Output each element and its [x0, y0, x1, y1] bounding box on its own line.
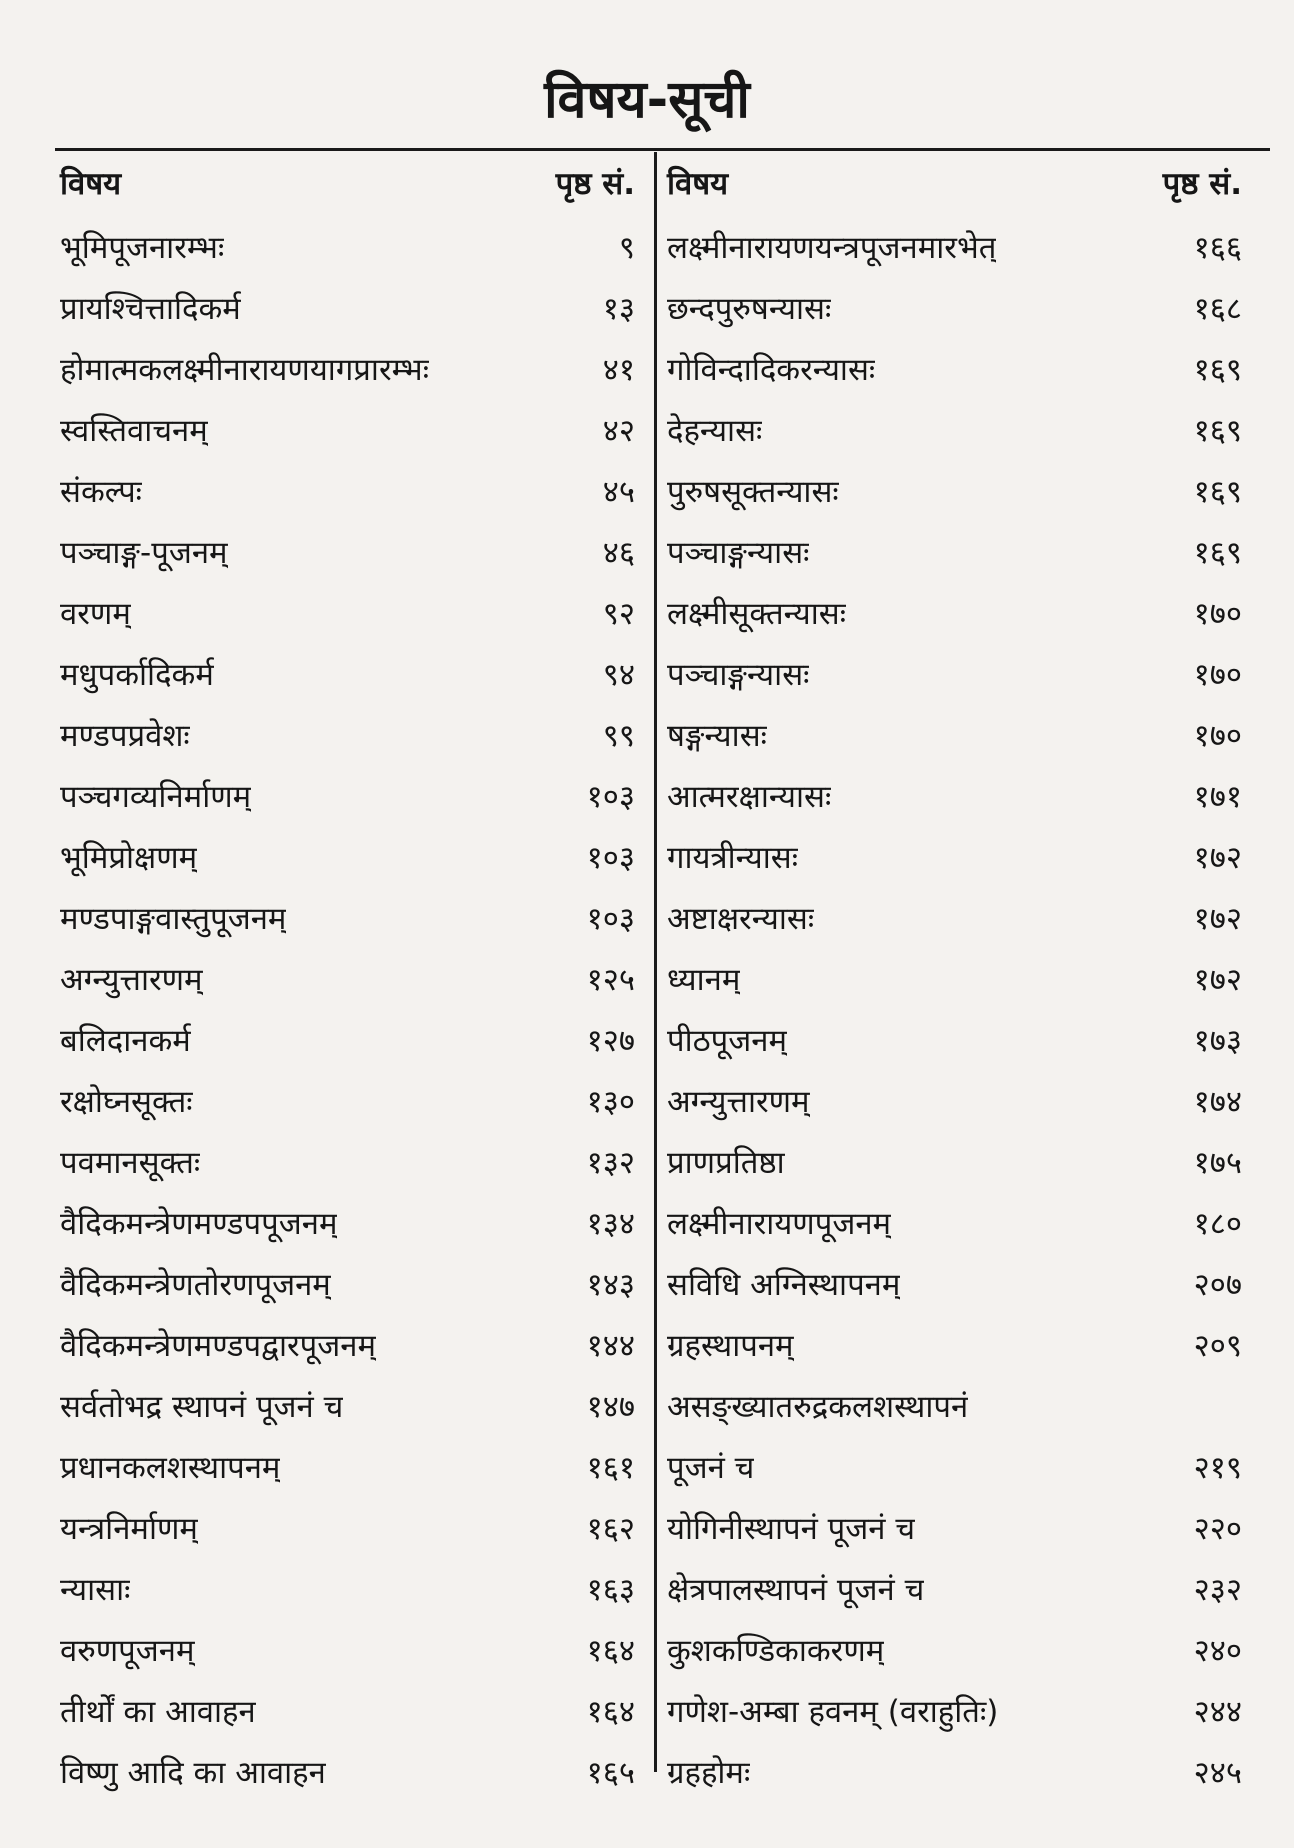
toc-entry: [60, 1192, 635, 1253]
toc-entry: [667, 1253, 1242, 1314]
toc-entry-page-number: १६९: [1193, 473, 1242, 510]
toc-entry-topic: भूमिपूजनारम्भः: [60, 229, 225, 266]
toc-entry: [667, 1741, 1242, 1802]
toc-entry: [60, 887, 635, 948]
toc-entry-topic: स्वस्तिवाचनम्: [60, 412, 208, 449]
toc-entry: [667, 948, 1242, 1009]
toc-entry-topic: भूमिप्रोक्षणम्: [60, 839, 198, 876]
toc-entry-page-number: १४४: [586, 1327, 635, 1364]
toc-entry-page-number: १७२: [1193, 900, 1242, 937]
page-header: पृष्ठ सं.: [555, 166, 635, 202]
toc-entry: [667, 826, 1242, 887]
toc-entry-topic: वरुणपूजनम्: [60, 1632, 195, 1669]
toc-entry-page-number: ४१: [602, 351, 635, 388]
toc-entry: [60, 521, 635, 582]
toc-entry-page-number: ४२: [602, 412, 635, 449]
toc-entry: [60, 1497, 635, 1558]
toc-entry: [667, 704, 1242, 765]
toc-entry-topic: मधुपर्कादिकर्म: [60, 656, 214, 693]
toc-entry-topic: होमात्मकलक्ष्मीनारायणयागप्रारम्भः: [60, 351, 429, 388]
toc-entry: [667, 1558, 1242, 1619]
toc-entry-topic: पञ्चगव्यनिर्माणम्: [60, 778, 252, 815]
toc-entry: [60, 765, 635, 826]
toc-entry-page-number: ९२: [602, 595, 635, 632]
toc-entry-topic: पूजनं च: [667, 1449, 755, 1486]
toc-entry-page-number: २१९: [1193, 1449, 1242, 1486]
toc-entry-topic: वरणम्: [60, 595, 131, 632]
toc-entry: [60, 826, 635, 887]
toc-entry: [60, 1680, 635, 1741]
toc-entry: [667, 582, 1242, 643]
toc-entry-topic: असङ्ख्यातरुद्रकलशस्थापनं: [667, 1388, 969, 1425]
toc-entry: [60, 216, 635, 277]
toc-entry-topic: गायत्रीन्यासः: [667, 839, 798, 876]
toc-entry-topic: पञ्चाङ्गन्यासः: [667, 656, 810, 693]
toc-right-column: [667, 150, 1242, 1802]
toc-entry-topic: प्रधानकलशस्थापनम्: [60, 1449, 281, 1486]
toc-entry-page-number: १७४: [1193, 1083, 1242, 1120]
toc-entry: [60, 338, 635, 399]
toc-entry-page-number: १६४: [586, 1632, 635, 1669]
toc-entry-topic: प्रायश्चित्तादिकर्म: [60, 290, 241, 327]
toc-entry-topic: आत्मरक्षान्यासः: [667, 778, 832, 815]
toc-entry-topic: वैदिकमन्त्रेणमण्डपद्वारपूजनम्: [60, 1327, 377, 1364]
toc-entry-page-number: १६५: [586, 1754, 635, 1791]
toc-entry: [667, 1131, 1242, 1192]
toc-left-column: [60, 150, 635, 1802]
topic-header: विषय: [667, 166, 729, 202]
toc-entry-page-number: १८०: [1193, 1205, 1242, 1242]
toc-entry-topic: रक्षोघ्नसूक्तः: [60, 1083, 193, 1120]
toc-entry: [667, 1436, 1242, 1497]
toc-entry-page-number: १६२: [586, 1510, 635, 1547]
toc-entry: [667, 643, 1242, 704]
toc-entry: [60, 704, 635, 765]
toc-entry-topic: मण्डपप्रवेशः: [60, 717, 190, 754]
toc-entry-topic: पवमानसूक्तः: [60, 1144, 201, 1181]
left-column-header: [60, 150, 635, 216]
page-header: पृष्ठ सं.: [1162, 166, 1242, 202]
toc-entry: [60, 582, 635, 643]
toc-entry-page-number: १६६: [1193, 229, 1242, 266]
toc-entry-page-number: २४०: [1193, 1632, 1242, 1669]
toc-entry-page-number: २०९: [1193, 1327, 1242, 1364]
toc-entry-page-number: १३२: [586, 1144, 635, 1181]
toc-entry: [60, 1314, 635, 1375]
toc-entry-page-number: १७१: [1193, 778, 1242, 815]
toc-entry-page-number: ९: [618, 229, 635, 266]
toc-entry: [667, 1375, 1242, 1436]
topic-header: विषय: [60, 166, 122, 202]
toc-entry-topic: छन्दपुरुषन्यासः: [667, 290, 832, 327]
toc-entry-page-number: १६४: [586, 1693, 635, 1730]
toc-entry-topic: पीठपूजनम्: [667, 1022, 788, 1059]
toc-entry-topic: मण्डपाङ्गवास्तुपूजनम्: [60, 900, 287, 937]
toc-entry-topic: गोविन्दादिकरन्यासः: [667, 351, 876, 388]
toc-entry: [667, 277, 1242, 338]
toc-entry-page-number: २४४: [1193, 1693, 1242, 1730]
toc-entry-page-number: १२७: [586, 1022, 635, 1059]
right-column-header: [667, 150, 1242, 216]
toc-entry-page-number: ९४: [602, 656, 635, 693]
toc-entry-topic: लक्ष्मीनारायणपूजनम्: [667, 1205, 892, 1242]
toc-entry: [667, 216, 1242, 277]
toc-entry-topic: पञ्चाङ्गन्यासः: [667, 534, 810, 571]
toc-entry-topic: सर्वतोभद्र स्थापनं पूजनं च: [60, 1388, 344, 1425]
toc-entry: [60, 1558, 635, 1619]
toc-entry: [60, 399, 635, 460]
toc-entry-topic: लक्ष्मीनारायणयन्त्रपूजनमारभेत्: [667, 229, 997, 266]
toc-entry-topic: देहन्यासः: [667, 412, 763, 449]
toc-entry-topic: पुरुषसूक्तन्यासः: [667, 473, 839, 510]
toc-entry: [60, 1131, 635, 1192]
toc-entry: [60, 1375, 635, 1436]
toc-entry-page-number: २०७: [1193, 1266, 1242, 1303]
toc-entry-topic: तीर्थों का आवाहन: [60, 1693, 256, 1730]
toc-entry-topic: गणेश-अम्बा हवनम् (वराहुतिः): [667, 1693, 999, 1730]
toc-entry-topic: योगिनीस्थापनं पूजनं च: [667, 1510, 916, 1547]
toc-entry-page-number: १६३: [586, 1571, 635, 1608]
toc-entry: [60, 1436, 635, 1497]
toc-entry: [667, 1619, 1242, 1680]
toc-entry-page-number: ९९: [602, 717, 635, 754]
toc-entry-page-number: १६९: [1193, 351, 1242, 388]
toc-entry-page-number: २२०: [1193, 1510, 1242, 1547]
toc-entry-topic: वैदिकमन्त्रेणमण्डपपूजनम्: [60, 1205, 338, 1242]
toc-entry: [60, 1253, 635, 1314]
toc-entry-page-number: १६१: [586, 1449, 635, 1486]
toc-entry-page-number: १६९: [1193, 412, 1242, 449]
toc-entry-page-number: ४५: [602, 473, 635, 510]
toc-entry: [667, 765, 1242, 826]
toc-entry-topic: यन्त्रनिर्माणम्: [60, 1510, 198, 1547]
toc-entry-topic: अष्टाक्षरन्यासः: [667, 900, 815, 937]
toc-entry: [667, 521, 1242, 582]
toc-entry-page-number: १७०: [1193, 595, 1242, 632]
toc-entry-page-number: १६८: [1193, 290, 1242, 327]
toc-entry-topic: षङ्गन्यासः: [667, 717, 767, 754]
toc-entry: [60, 1619, 635, 1680]
toc-entry-topic: ग्रहहोमः: [667, 1754, 751, 1791]
toc-entry: [60, 277, 635, 338]
page-title: विषय-सूची: [544, 70, 750, 130]
toc-entry-topic: न्यासाः: [60, 1571, 131, 1608]
toc-entry-page-number: १०३: [586, 839, 635, 876]
toc-entry-topic: पञ्चाङ्ग-पूजनम्: [60, 534, 228, 571]
toc-entry-page-number: १६९: [1193, 534, 1242, 571]
toc-entry: [667, 460, 1242, 521]
toc-entry-page-number: १७३: [1193, 1022, 1242, 1059]
toc-entry: [60, 948, 635, 1009]
toc-entry-page-number: २४५: [1193, 1754, 1242, 1791]
toc-entry-page-number: १२५: [586, 961, 635, 998]
toc-entry: [60, 1070, 635, 1131]
toc-entry: [667, 338, 1242, 399]
toc-entry-page-number: २३२: [1193, 1571, 1242, 1608]
toc-entry-topic: कुशकण्डिकाकरणम्: [667, 1632, 885, 1669]
toc-entry-page-number: १७२: [1193, 839, 1242, 876]
toc-entry-topic: संकल्पः: [60, 473, 142, 510]
column-divider: [654, 152, 657, 1772]
toc-entry-topic: ग्रहस्थापनम्: [667, 1327, 794, 1364]
toc-entry-page-number: १७०: [1193, 717, 1242, 754]
toc-entry: [60, 1741, 635, 1802]
toc-entry-topic: प्राणप्रतिष्ठा: [667, 1144, 785, 1181]
toc-entry-topic: क्षेत्रपालस्थापनं पूजनं च: [667, 1571, 925, 1608]
toc-entry: [667, 887, 1242, 948]
toc-entry: [667, 399, 1242, 460]
toc-entry-page-number: १४३: [586, 1266, 635, 1303]
toc-entry-page-number: १७२: [1193, 961, 1242, 998]
toc-entry: [60, 460, 635, 521]
toc-entry: [667, 1314, 1242, 1375]
toc-entry: [667, 1070, 1242, 1131]
toc-entry-topic: बलिदानकर्म: [60, 1022, 191, 1059]
toc-entry: [667, 1009, 1242, 1070]
toc-entry: [60, 1009, 635, 1070]
toc-entry: [60, 643, 635, 704]
toc-entry-page-number: १३०: [586, 1083, 635, 1120]
toc-entry-topic: सविधि अग्निस्थापनम्: [667, 1266, 901, 1303]
toc-entry-page-number: १०३: [586, 900, 635, 937]
toc-entry-page-number: १०३: [586, 778, 635, 815]
toc-entry: [667, 1192, 1242, 1253]
toc-entry-page-number: १७०: [1193, 656, 1242, 693]
toc-entry: [667, 1497, 1242, 1558]
toc-entry-topic: ध्यानम्: [667, 961, 741, 998]
toc-entry-page-number: १७५: [1193, 1144, 1242, 1181]
toc-entry-topic: लक्ष्मीसूक्तन्यासः: [667, 595, 846, 632]
toc-entry: [667, 1680, 1242, 1741]
toc-entry-topic: अग्न्युत्तारणम्: [667, 1083, 810, 1120]
toc-entry-page-number: १४७: [586, 1388, 635, 1425]
toc-entry-page-number: १३: [602, 290, 635, 327]
toc-entry-page-number: ४६: [602, 534, 635, 571]
toc-entry-topic: विष्णु आदि का आवाहन: [60, 1754, 326, 1791]
toc-entry-topic: वैदिकमन्त्रेणतोरणपूजनम्: [60, 1266, 331, 1303]
toc-entry-page-number: १३४: [586, 1205, 635, 1242]
toc-entry-topic: अग्न्युत्तारणम्: [60, 961, 203, 998]
